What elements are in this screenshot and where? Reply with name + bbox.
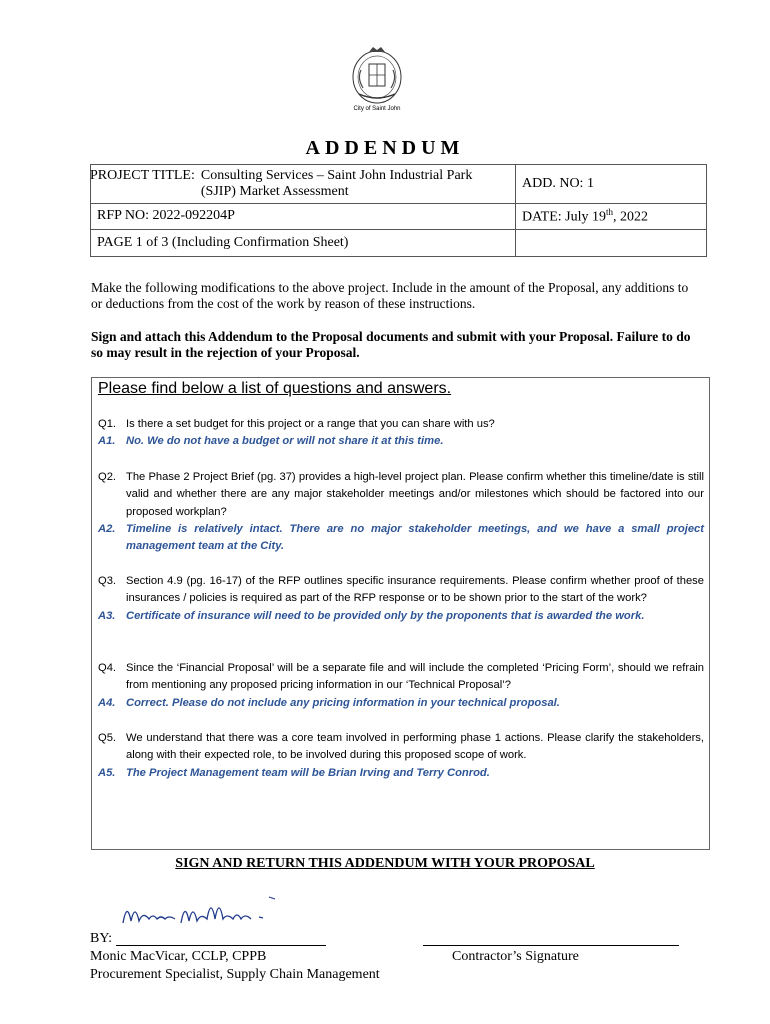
city-seal-logo <box>347 44 407 112</box>
answer-text: Correct. Please do not include any pricing information in your technical proposal. <box>126 696 560 709</box>
answer-number: A2. <box>98 522 116 535</box>
question-text: Section 4.9 (pg. 16-17) of the RFP outlines specific insurance requirements. Please confirm whether proof of these insurances / policies is required as part of the RFP response or to be shown prior to the start of the work? <box>126 575 704 605</box>
date-cell <box>516 204 707 230</box>
question-text: The Phase 2 Project Brief (pg. 37) provides a high-level project plan. Please confirm whether this timeline/date is still valid and whether there are any major stakeholder meetings and/or milestones which should be factored into our proposed workplan? <box>126 471 704 518</box>
contractor-signature-line <box>423 945 679 946</box>
qa-item-2 <box>98 469 704 555</box>
instructions-text: Make the following modifications to the above project. Include in the amount of the Proposal, any additions to or deductions from the cost of the work by reason of these instructions. <box>91 280 689 311</box>
question-text: Since the ‘Financial Proposal’ will be a separate file and will include the completed ‘Pricing Form’, should we refrain from mentioning any proposed pricing information in our ‘Technical Proposal’? <box>126 662 704 692</box>
signer-title: Procurement Specialist, Supply Chain Management <box>90 967 380 982</box>
signature-line <box>116 945 326 946</box>
answer-number: A4. <box>98 696 116 709</box>
project-info-table <box>90 164 707 257</box>
contractor-signature-label: Contractor’s Signature <box>452 949 579 964</box>
qa-item-3 <box>98 573 704 625</box>
qa-item-5 <box>98 730 704 782</box>
question-text: Is there a set budget for this project or a range that you can share with us? <box>126 418 495 430</box>
sign-return-heading: SIGN AND RETURN THIS ADDENDUM WITH YOUR PROPOSAL <box>175 856 595 871</box>
instructions-warning: Sign and attach this Addendum to the Proposal documents and submit with your Proposal. Failure to do so may result in the rejection of your Proposal. <box>91 329 691 360</box>
by-label: BY: <box>90 931 113 946</box>
signer-name: Monic MacVicar, CCLP, CPPB <box>90 949 267 964</box>
qa-box <box>91 377 710 850</box>
answer-number: A5. <box>98 766 116 779</box>
answer-text: Timeline is relatively intact. There are no major stakeholder meetings, and we have a small project management team at the City. <box>126 522 704 553</box>
qa-item-1 <box>98 416 704 451</box>
qa-heading: Please find below a list of questions and answers. <box>98 380 452 397</box>
page-info: PAGE 1 of 3 (Including Confirmation Sheet) <box>91 229 516 256</box>
date-sup: th <box>606 207 614 217</box>
question-number: Q4. <box>98 662 117 674</box>
answer-number: A1. <box>98 435 116 448</box>
answer-text: The Project Management team will be Brian Irving and Terry Conrod. <box>126 766 490 779</box>
rfp-number: RFP NO: 2022-092204P <box>91 204 516 230</box>
handwritten-signature <box>119 893 289 933</box>
question-text: We understand that there was a core team involved in performing phase 1 actions. Please clarify the stakeholders, along with their expected role, to be involved during this proposed scope of work. <box>126 732 704 762</box>
project-title-label: PROJECT TITLE: <box>90 168 195 183</box>
date-prefix: DATE: July 19 <box>522 209 606 225</box>
empty-cell <box>516 229 707 256</box>
project-title-value: Consulting Services – Saint John Industrial Park (SJIP) Market Assessment <box>200 168 473 199</box>
date-suffix: , 2022 <box>613 209 649 225</box>
question-number: Q1. <box>98 418 117 430</box>
svg-text:City of Saint John: City of Saint John <box>353 106 401 112</box>
qa-item-4 <box>98 660 704 712</box>
answer-text: Certificate of insurance will need to be provided only by the proponents that is awarded the work. <box>126 609 645 622</box>
answer-number: A3. <box>98 609 116 622</box>
answer-text: No. We do not have a budget or will not share it at this time. <box>126 435 444 448</box>
question-number: Q2. <box>98 471 117 483</box>
addendum-number: ADD. NO: 1 <box>516 165 707 204</box>
question-number: Q3. <box>98 575 117 587</box>
document-title: ADDENDUM <box>305 137 465 159</box>
project-title-cell <box>91 165 516 204</box>
question-number: Q5. <box>98 732 117 744</box>
